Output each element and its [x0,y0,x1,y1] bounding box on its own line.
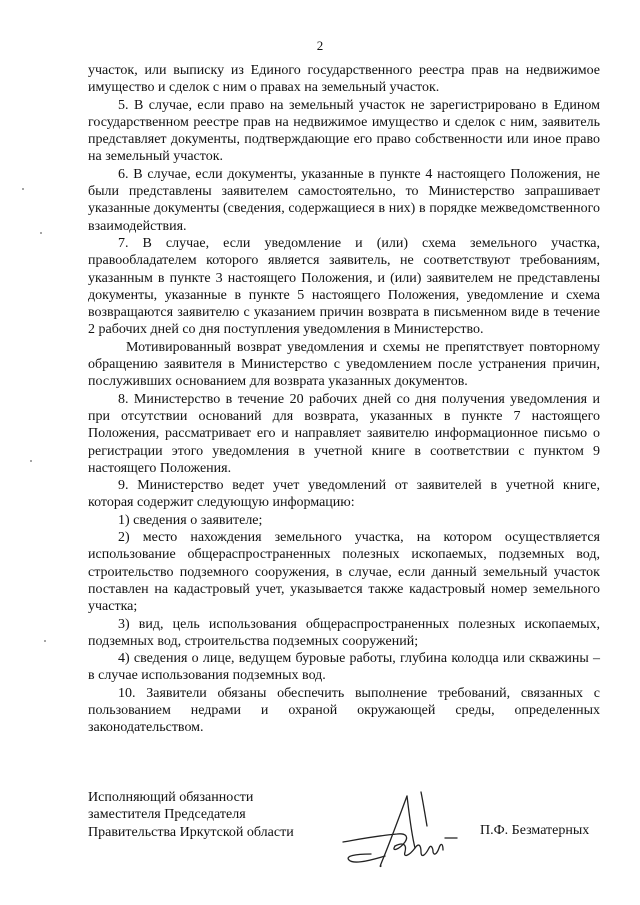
paragraph-9: 9. Министерство ведет учет уведомлений от заявителей в учетной книге, которая содержит следующую информацию: [88,478,600,511]
paragraph-7: 7. В случае, если уведомление и (или) схема земельного участка, правообладателем которого является заявитель, не соответствуют требованиям, указанным в пункте 3 настоящего Положения, и (или) заявителем не представлены документы, указанные в пункте 5 настоящего Положения, уведомление и схема возвращаются заявителю с указанием причин возврата в письменном виде в течение 2 рабочих дней со дня поступления уведомления в Министерство. [88,235,600,338]
paragraph-continuation: участок, или выписку из Единого государственного реестра прав на недвижимое имущество и сделок с ним о правах на земельный участок. [88,63,600,96]
signatory-title-line-2: заместителя Председателя [88,807,246,823]
signatory-title-line-3: Правительства Иркутской области [88,824,294,840]
paragraph-7-motivated-return: Мотивированный возврат уведомления и схемы не препятствует повторному обращению заявителя в Министерство с уведомлением после устранения причин, послуживших основанием для возврата указанных документов. [88,339,600,390]
scan-speck [40,232,42,234]
list-item-9-1: 1) сведения о заявителе; [118,512,263,528]
paragraph-5: 5. В случае, если право на земельный участок не зарегистрировано в Едином государственном реестре прав на недвижимое имущество и сделок с ним, заявитель представляет документы, подтверждающие его право собственности или иное право на земельный участок. [88,97,600,165]
signatory-title-line-1: Исполняющий обязанности [88,790,254,805]
signatory-title [88,789,294,841]
paragraph-6: 6. В случае, если документы, указанные в пункте 4 настоящего Положения, не были представлены заявителем самостоятельно, то Министерство запрашивает указанные документы (сведения, содержащиеся в них) в порядке межведомственного взаимодействия. [88,166,600,234]
scan-speck [30,460,32,462]
paragraph-10: 10. Заявители обязаны обеспечить выполнение требований, связанных с пользованием недрами и охраной окружающей среды, определенных законодательством. [88,685,600,736]
list-item-9-2: 2) место нахождения земельного участка, на котором осуществляется использование общераспространенных полезных ископаемых, подземных вод, строительство подземного сооружения, в случае, если данный земельный участок поставлен на кадастровый учет, указывается также кадастровый номер земельного участка; [88,530,600,615]
paragraph-8: 8. Министерство в течение 20 рабочих дней со дня получения уведомления и при отсутствии оснований для возврата, указанных в пункте 7 настоящего Положения, рассматривает его и направляет заявителю информационное письмо о регистрации этого уведомления в учетной книге в соответствии с пунктом 9 настоящего Положения. [88,391,600,476]
document-body [88,62,600,737]
handwritten-signature [335,782,465,882]
signer-name: П.Ф. Безматерных [480,823,590,838]
list-item-9-3: 3) вид, цель использования общераспространенных полезных ископаемых, подземных вод, строительства подземных сооружений; [88,616,600,649]
list-item-9-4: 4) сведения о лице, ведущем буровые работы, глубина колодца или скважины – в случае использования подземных вод. [88,651,600,684]
scan-speck [22,188,24,190]
scan-speck [44,640,46,642]
page-number: 2 [316,38,324,53]
